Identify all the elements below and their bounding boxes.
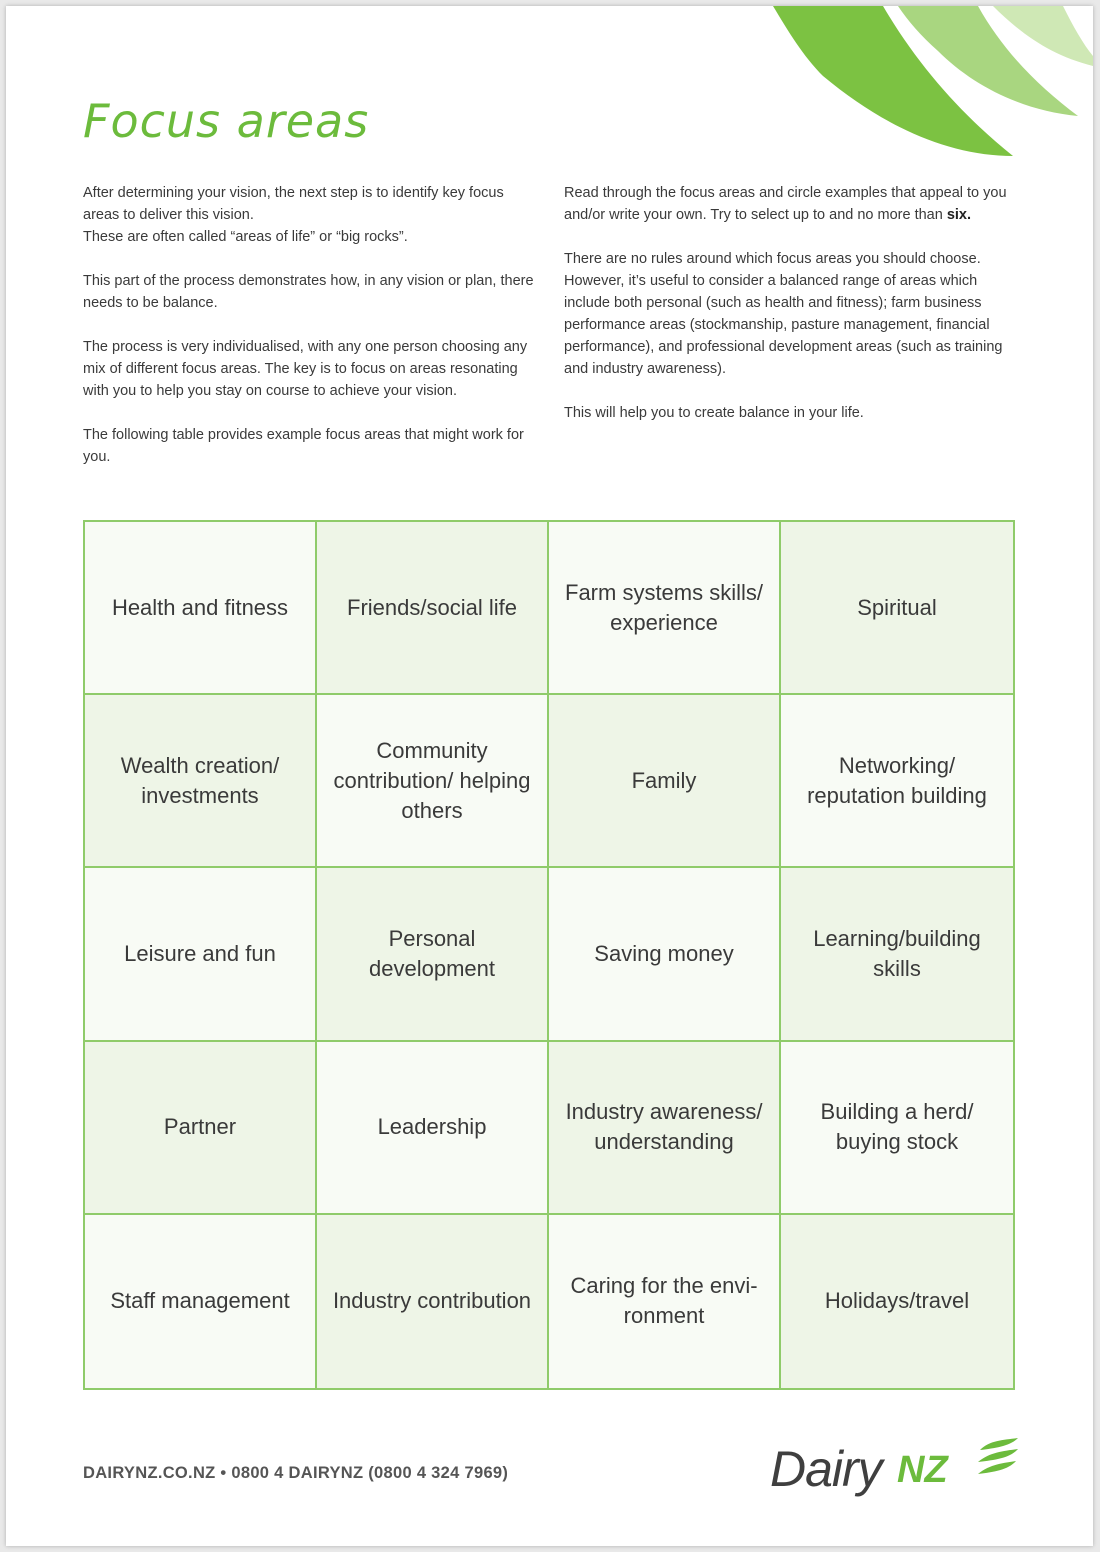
focus-area-cell[interactable]: Holidays/travel <box>781 1215 1013 1388</box>
instruction-paragraph <box>564 182 1020 226</box>
focus-area-cell[interactable]: Community contribution/ helping others <box>317 695 549 868</box>
intro-paragraph <box>83 182 539 248</box>
focus-area-cell[interactable]: Leadership <box>317 1042 549 1215</box>
instruction-paragraph: There are no rules around which focus areas you should choose. However, it’s useful to consider a balanced range of areas which include both personal (such as health and fitness); farm business performance areas (stockmanship, pasture management, financial performance), and professional development areas (such as training and industry awareness). <box>564 251 1003 377</box>
intro-right-column <box>564 182 1020 446</box>
focus-area-cell[interactable]: Building a herd/ buying stock <box>781 1042 1013 1215</box>
focus-area-cell[interactable]: Industry contribution <box>317 1215 549 1388</box>
intro-left-column <box>83 182 539 490</box>
document-page <box>6 6 1093 1546</box>
instruction-emphasis: six. <box>946 207 972 223</box>
focus-area-cell[interactable]: Family <box>549 695 781 868</box>
dairynz-logo <box>770 1432 1020 1512</box>
logo-word-nz: NZ <box>897 1449 948 1491</box>
page-title: Focus areas <box>83 94 370 148</box>
logo-word-dairy: Dairy <box>770 1441 882 1497</box>
focus-area-cell[interactable]: Leisure and fun <box>85 868 317 1041</box>
intro-paragraph: This part of the process demonstrates how, in any vision or plan, there needs to be balance. <box>83 273 534 311</box>
focus-area-cell[interactable]: Staff management <box>85 1215 317 1388</box>
focus-area-cell[interactable]: Personal development <box>317 868 549 1041</box>
focus-area-cell[interactable]: Saving money <box>549 868 781 1041</box>
intro-paragraph: The following table provides example focus areas that might work for you. <box>83 427 524 465</box>
focus-areas-table <box>83 520 1015 1390</box>
intro-text: These are often called “areas of life” or “big rocks”. <box>83 229 408 245</box>
focus-area-cell[interactable]: Industry awareness/ understanding <box>549 1042 781 1215</box>
focus-area-cell[interactable]: Partner <box>85 1042 317 1215</box>
instruction-text: Read through the focus areas and circle examples that appeal to you and/or write your own. Try to select up to and no more than <box>564 185 1007 223</box>
decorative-swoosh-graphic <box>733 6 1093 176</box>
logo-wave-icon <box>976 1436 1020 1478</box>
focus-area-cell[interactable]: Networking/ reputation building <box>781 695 1013 868</box>
focus-area-cell[interactable]: Farm systems skills/ experience <box>549 522 781 695</box>
focus-area-cell[interactable]: Wealth creation/ investments <box>85 695 317 868</box>
focus-area-cell[interactable]: Caring for the envi-ronment <box>549 1215 781 1388</box>
focus-area-cell[interactable]: Friends/social life <box>317 522 549 695</box>
intro-text: After determining your vision, the next step is to identify key focus areas to deliver this vision. <box>83 185 504 223</box>
focus-area-cell[interactable]: Spiritual <box>781 522 1013 695</box>
instruction-paragraph: This will help you to create balance in your life. <box>564 405 864 421</box>
focus-area-cell[interactable]: Health and fitness <box>85 522 317 695</box>
focus-area-cell[interactable]: Learning/building skills <box>781 868 1013 1041</box>
footer-contact: DAIRYNZ.CO.NZ • 0800 4 DAIRYNZ (0800 4 324 7969) <box>83 1464 509 1482</box>
intro-paragraph: The process is very individualised, with any one person choosing any mix of different focus areas. The key is to focus on areas resonating with you to help you stay on course to achieve your vision. <box>83 339 528 399</box>
